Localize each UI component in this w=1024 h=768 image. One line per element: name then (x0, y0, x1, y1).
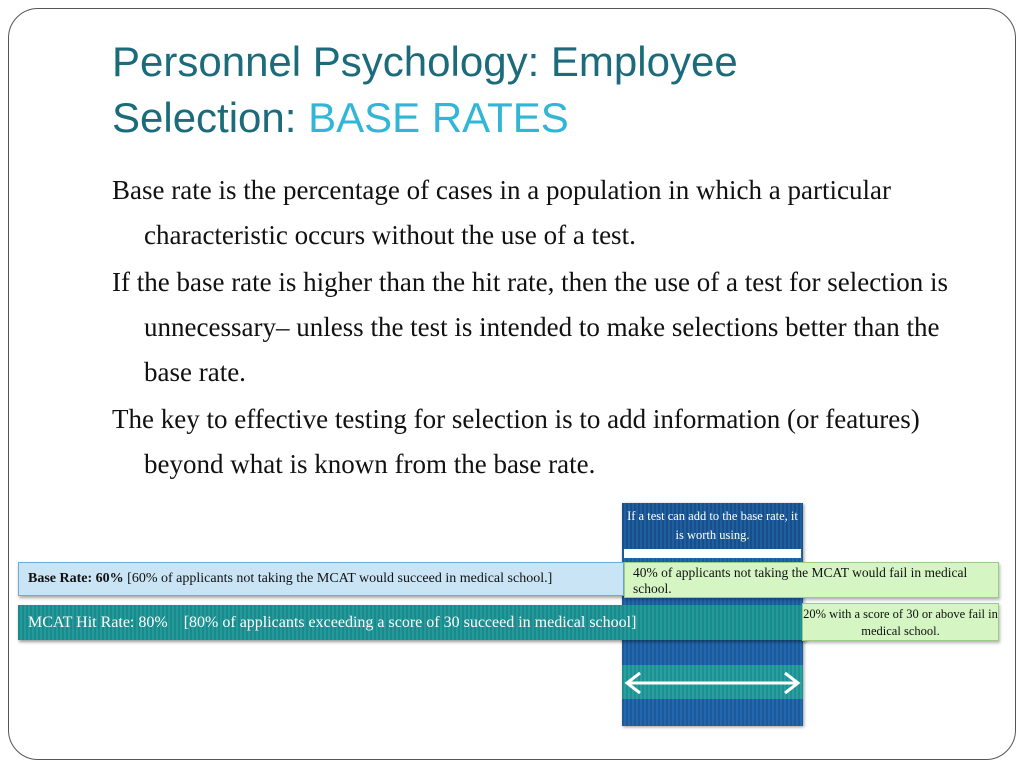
body-paragraph-3: The key to effective testing for selection is to add information (or features) beyond what is known from the base rate. (112, 404, 920, 479)
slide-title (112, 34, 932, 146)
hit-rate-label: MCAT Hit Rate: 80% (28, 614, 168, 631)
hit-rate-detail: [80% of applicants exceeding a score of 30 succeed in medical school] (183, 614, 637, 631)
body-paragraph-1: Base rate is the percentage of cases in a population in which a particular characteristic occurs without the use of a test. (112, 175, 891, 250)
double-headed-arrow-icon (622, 669, 803, 697)
hit-fail-note: 20% with a score of 30 or above fail in medical school. (802, 603, 999, 641)
base-rate-bar (18, 562, 624, 596)
column-note: If a test can add to the base rate, it is worth using. (622, 503, 803, 549)
base-rate-label: Base Rate: 60% (28, 571, 124, 586)
column-divider (624, 549, 801, 558)
title-accent: BASE RATES (308, 94, 569, 141)
base-rate-detail: [60% of applicants not taking the MCAT would succeed in medical school.] (127, 571, 553, 586)
slide-body (112, 168, 962, 489)
base-fail-note: 40% of applicants not taking the MCAT would fail in medical school. (624, 562, 999, 598)
body-paragraph-2: If the base rate is higher than the hit rate, then the use of a test for selection is unnecessary– unless the test is intended to make selections better than the base rate. (112, 267, 948, 387)
hit-rate-bar (18, 605, 806, 640)
title-main: Personnel Psychology: Employee Selection: (112, 38, 738, 141)
